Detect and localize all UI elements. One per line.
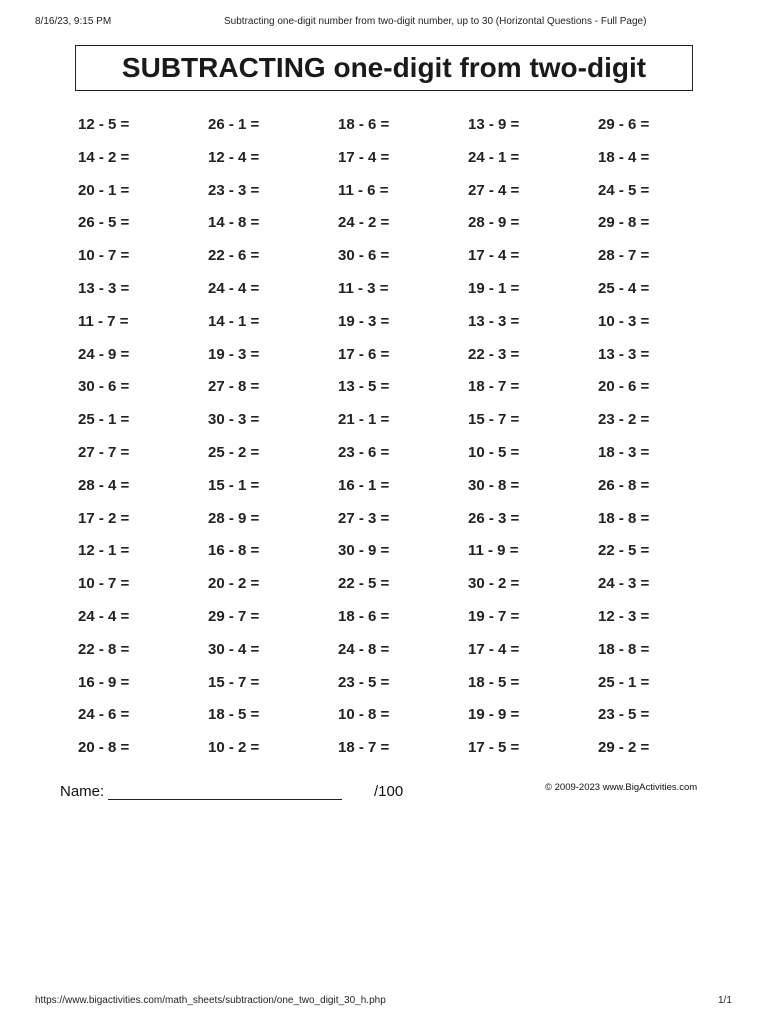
problem: 16 - 8 = xyxy=(208,542,260,560)
problem: 27 - 4 = xyxy=(468,181,520,199)
problem: 22 - 5 = xyxy=(598,542,650,560)
problem: 19 - 9 = xyxy=(468,706,520,724)
problem: 25 - 1 = xyxy=(598,673,650,691)
problem: 25 - 4 = xyxy=(598,279,650,297)
problem: 18 - 7 = xyxy=(468,378,520,396)
problem: 24 - 6 = xyxy=(78,706,130,724)
problem: 29 - 2 = xyxy=(598,739,650,757)
problem: 15 - 1 = xyxy=(208,476,260,494)
problem: 17 - 4 = xyxy=(468,247,520,265)
problem: 18 - 6 = xyxy=(338,116,390,133)
problem: 17 - 6 = xyxy=(338,345,390,363)
problem: 20 - 8 = xyxy=(78,739,130,757)
problem: 18 - 6 = xyxy=(338,607,390,625)
problem: 22 - 8 = xyxy=(78,640,130,658)
problem: 23 - 5 = xyxy=(338,673,390,691)
problem: 19 - 3 = xyxy=(338,312,390,330)
problem: 24 - 2 = xyxy=(338,214,390,232)
title-box xyxy=(75,45,693,91)
problem: 16 - 1 = xyxy=(338,476,390,494)
problem: 27 - 3 = xyxy=(338,509,390,527)
problem: 22 - 5 = xyxy=(338,575,390,593)
problem: 18 - 5 = xyxy=(468,673,520,691)
problem: 10 - 7 = xyxy=(78,575,130,593)
problem: 24 - 4 = xyxy=(78,607,130,625)
problem: 20 - 1 = xyxy=(78,181,130,199)
problem: 17 - 2 = xyxy=(78,509,130,527)
problem: 10 - 2 = xyxy=(208,739,260,757)
problem: 15 - 7 = xyxy=(468,411,520,429)
problem: 28 - 9 = xyxy=(468,214,520,232)
problem: 14 - 2 = xyxy=(78,148,130,166)
problem: 19 - 7 = xyxy=(468,607,520,625)
problem: 17 - 4 = xyxy=(468,640,520,658)
problem: 11 - 7 = xyxy=(78,312,129,330)
problem: 10 - 8 = xyxy=(338,706,390,724)
problem: 20 - 6 = xyxy=(598,378,650,396)
problem: 14 - 8 = xyxy=(208,214,260,232)
print-page-number: 1/1 xyxy=(718,995,732,1006)
problem: 30 - 4 = xyxy=(208,640,260,658)
problem: 25 - 2 = xyxy=(208,443,260,461)
problem: 30 - 6 = xyxy=(338,247,390,265)
problem: 18 - 8 = xyxy=(598,640,650,658)
problem: 15 - 7 = xyxy=(208,673,260,691)
problem: 18 - 3 = xyxy=(598,443,650,461)
problem: 13 - 3 = xyxy=(598,345,650,363)
problem: 30 - 2 = xyxy=(468,575,520,593)
problem: 11 - 3 = xyxy=(338,279,389,297)
score-total: /100 xyxy=(374,783,404,800)
problem: 27 - 7 = xyxy=(78,443,130,461)
problem: 25 - 1 = xyxy=(78,411,130,429)
problem: 13 - 5 = xyxy=(338,378,390,396)
print-url: https://www.bigactivities.com/math_sheets/subtraction/one_two_digit_30_h.php xyxy=(35,995,386,1006)
problem: 24 - 3 = xyxy=(598,575,650,593)
problem: 27 - 8 = xyxy=(208,378,260,396)
problem: 26 - 8 = xyxy=(598,476,650,494)
problem: 13 - 9 = xyxy=(468,116,520,133)
problem: 24 - 9 = xyxy=(78,345,130,363)
problem: 12 - 3 = xyxy=(598,607,650,625)
problem: 19 - 1 = xyxy=(468,279,520,297)
problem: 10 - 7 = xyxy=(78,247,130,265)
problem: 11 - 6 = xyxy=(338,181,389,199)
problem: 23 - 2 = xyxy=(598,411,650,429)
problem: 28 - 4 = xyxy=(78,476,130,494)
problem: 23 - 3 = xyxy=(208,181,260,199)
problem: 24 - 1 = xyxy=(468,148,520,166)
problem: 28 - 7 = xyxy=(598,247,650,265)
problem: 24 - 8 = xyxy=(338,640,390,658)
problem: 21 - 1 = xyxy=(338,411,390,429)
problem: 22 - 3 = xyxy=(468,345,520,363)
problem: 24 - 4 = xyxy=(208,279,260,297)
problem: 28 - 9 = xyxy=(208,509,260,527)
problem: 12 - 4 = xyxy=(208,148,260,166)
problem: 29 - 8 = xyxy=(598,214,650,232)
problem: 23 - 6 = xyxy=(338,443,390,461)
problem: 29 - 7 = xyxy=(208,607,260,625)
problem: 12 - 5 = xyxy=(78,116,130,133)
problem: 18 - 8 = xyxy=(598,509,650,527)
problem: 26 - 3 = xyxy=(468,509,520,527)
problem: 18 - 5 = xyxy=(208,706,260,724)
print-doc-title: Subtracting one-digit number from two-digit number, up to 30 (Horizontal Questions - Full Page) xyxy=(224,16,647,27)
problem: 20 - 2 = xyxy=(208,575,260,593)
problem: 30 - 8 = xyxy=(468,476,520,494)
worksheet-title: SUBTRACTING one-digit from two-digit xyxy=(121,52,647,83)
problem: 12 - 1 = xyxy=(78,542,130,560)
problem: 22 - 6 = xyxy=(208,247,260,265)
copyright: © 2009-2023 www.BigActivities.com xyxy=(545,782,698,793)
problem: 19 - 3 = xyxy=(208,345,260,363)
problem: 30 - 9 = xyxy=(338,542,390,560)
problem: 10 - 3 = xyxy=(598,312,650,330)
problem: 18 - 4 = xyxy=(598,148,650,166)
problem: 26 - 5 = xyxy=(78,214,130,232)
name-label: Name: xyxy=(60,783,105,800)
problem: 30 - 3 = xyxy=(208,411,260,429)
problem: 24 - 5 = xyxy=(598,181,650,199)
problem: 29 - 6 = xyxy=(598,116,650,133)
problem: 17 - 5 = xyxy=(468,739,520,757)
problem: 26 - 1 = xyxy=(208,116,260,133)
problem: 23 - 5 = xyxy=(598,706,650,724)
problem: 13 - 3 = xyxy=(468,312,520,330)
problem: 10 - 5 = xyxy=(468,443,520,461)
problem: 14 - 1 = xyxy=(208,312,260,330)
problem: 30 - 6 = xyxy=(78,378,130,396)
problem: 18 - 7 = xyxy=(338,739,390,757)
problem: 13 - 3 = xyxy=(78,279,130,297)
problem: 16 - 9 = xyxy=(78,673,130,691)
name-line xyxy=(108,799,342,800)
print-datetime: 8/16/23, 9:15 PM xyxy=(35,16,112,27)
problem: 11 - 9 = xyxy=(468,542,519,560)
problem: 17 - 4 = xyxy=(338,148,390,166)
